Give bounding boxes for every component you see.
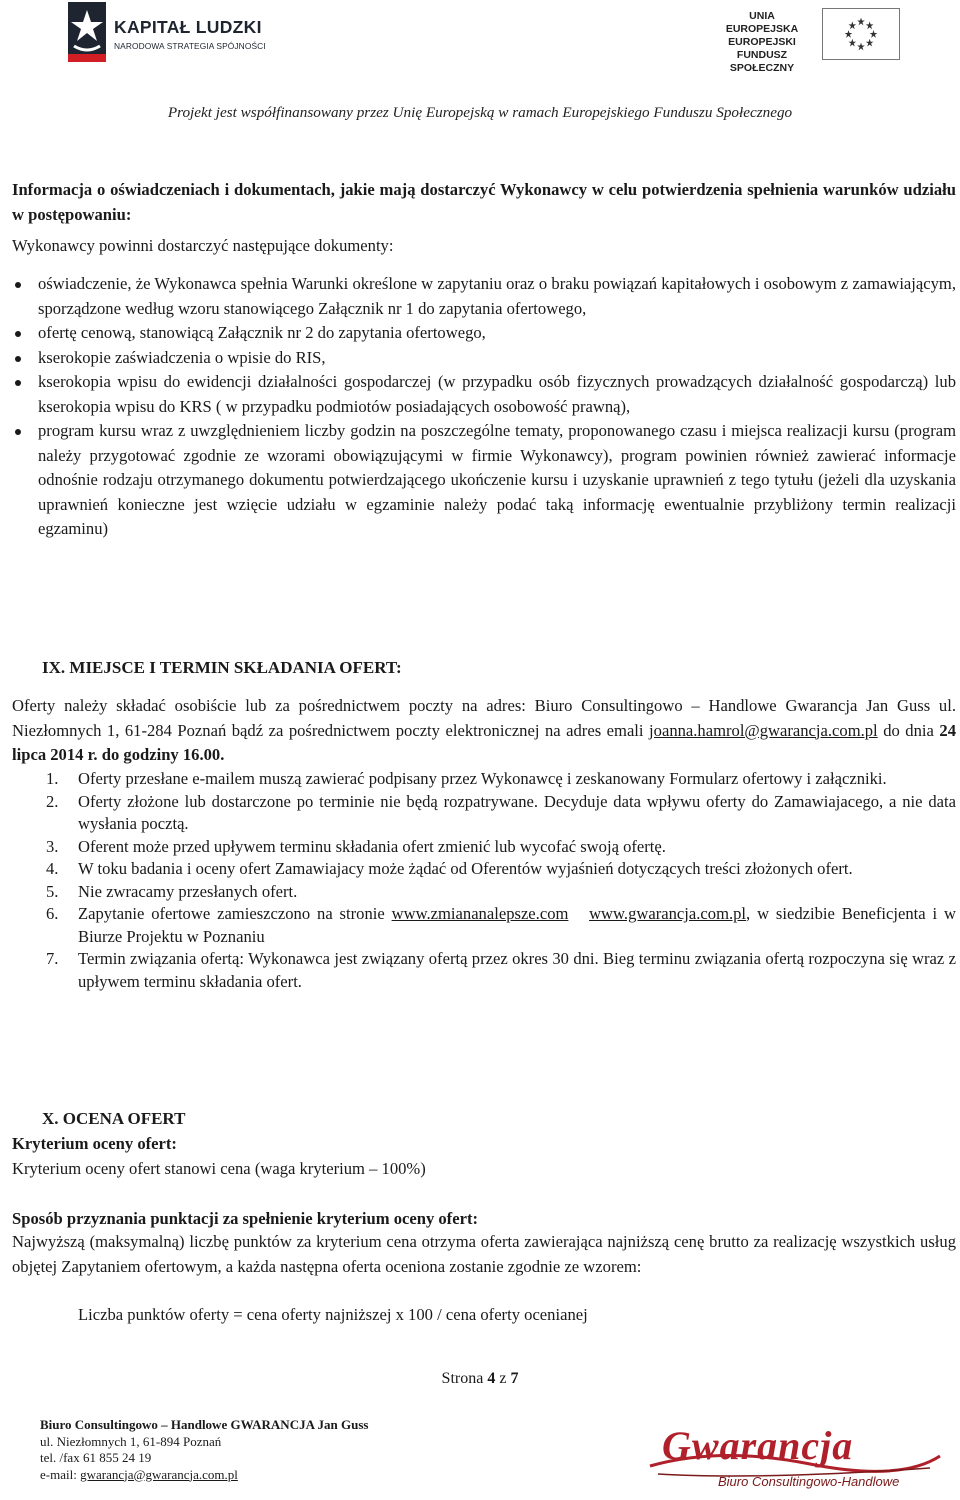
- list-item-text: Termin związania ofertą: Wykonawca jest związany ofertą przez okres 30 dni. Bieg terminu związania ofertą rozpoczyna się wraz z upływem terminu składania ofert.: [78, 949, 956, 991]
- gwarancja-logo-subtitle: Biuro Consultingowo-Handlowe: [718, 1474, 900, 1489]
- cofinancing-note: Projekt jest współfinansowany przez Unię Europejską w ramach Europejskiego Funduszu Społecznego: [167, 104, 793, 121]
- list-item-number: 1.: [46, 769, 59, 788]
- page-prefix: Strona: [441, 1370, 484, 1387]
- documents-bullet-list: [12, 272, 956, 542]
- footer-company: Biuro Consultingowo – Handlowe GWARANCJA Jan Guss: [40, 1417, 369, 1432]
- gwarancja-logo: [640, 1416, 950, 1498]
- list-item: kserokopia wpisu do ewidencji działalności gospodarczej (w przypadku osób fizycznych prowadzących działalność gospodarczą) lub kserokopia wpisu do KRS ( w przypadku podmiotów posiadających osobowość prawną),: [12, 370, 956, 419]
- list-item: [36, 836, 956, 859]
- submission-deadline: 24 lipca 2014 r. do godziny 16.00.: [12, 720, 956, 764]
- kapital-ludzki-star-icon: [68, 2, 106, 62]
- list-item-text: Nie zwracamy przesłanych ofert.: [78, 881, 298, 901]
- eu-logo-text: [712, 10, 812, 75]
- list-item-text: Oferty przesłane e-mailem muszą zawierać podpisany przez Wykonawcę i zeskanowany Formularz ofertowy i załączniki.: [78, 769, 887, 788]
- eu-logo-line1: UNIA EUROPEJSKA: [725, 10, 799, 35]
- scoring-text: Najwyższą (maksymalną) liczbę punktów za kryterium cena otrzyma oferta zawierająca najniższą cenę brutto za realizację wszystkich usług objętej Zapytaniem ofertowym, a każda następna oferta oceniona zostanie zgodnie ze wzorem:: [12, 1232, 956, 1276]
- list-item: [36, 881, 956, 904]
- gwarancja-website-link[interactable]: www.gwarancja.com.pl: [589, 904, 747, 923]
- footer-contact: [40, 1417, 368, 1483]
- list-item-number: 6.: [46, 904, 59, 923]
- kapital-ludzki-logo: [68, 0, 268, 72]
- list-item: [36, 791, 956, 836]
- section-ix-text-start: Oferty należy składać osobiście lub za pośrednictwem poczty na adres: Biuro Consultingowo – Handlowe Gwarancja Jan Guss ul. Niezłomnych 1, 61-284 Poznań bądź za pośrednictwem poczty elektronicznej na adres emali: [12, 696, 956, 740]
- footer-email-line: [40, 1467, 368, 1484]
- footer-email-label: e-mail:: [40, 1466, 77, 1482]
- footer-phone: tel. /fax 61 855 24 19: [40, 1450, 152, 1465]
- list-item: ofertę cenową, stanowiącą Załącznik nr 2 do zapytania ofertowego,: [12, 321, 956, 346]
- kapital-ludzki-subtitle: NARODOWA STRATEGIA SPÓJNOŚCI: [114, 41, 266, 51]
- zmiananalepsze-link[interactable]: www.zmiananalepsze.com: [391, 904, 569, 923]
- eu-flag-icon: [822, 8, 900, 60]
- documents-section-title: Informacja o oświadczeniach i dokumentach, jakie mają dostarczyć Wykonawcy w celu potwierdzenia spełnienia warunków udziału w postępowaniu:: [12, 180, 956, 224]
- list-item: program kursu wraz z uwzględnieniem liczby godzin na poszczególne tematy, proponowanego czasu i miejsca realizacji kursu (program należy przygotować zgodnie ze wzorami obowiązującymi w firmie Wykonawcy), program powinien również zawierać informacje odnośnie rodzaju otrzymanego dokumentu potwierdzającego ukończenie kursu i uzyskanie uprawnień z tego tytułu (jeżeli dla uzyskania uprawnień konieczne jest wzięcie udziału w egzaminie należy podać taką informację ewentualnie przybliżony termin realizacji egzaminu): [12, 419, 956, 542]
- footer-email-link[interactable]: gwarancja@gwarancja.com.pl: [80, 1466, 238, 1482]
- section-ix-title: IX. MIEJSCE I TERMIN SKŁADANIA OFERT:: [42, 658, 402, 677]
- eu-logo: [712, 8, 902, 74]
- kapital-ludzki-title: KAPITAŁ LUDZKI: [114, 17, 262, 37]
- list-item-text-end: , w siedzibie Beneficjenta i w Biurze Projektu w Poznaniu: [78, 904, 956, 946]
- page-total: 7: [510, 1370, 519, 1387]
- list-item-number: 7.: [46, 949, 59, 968]
- list-item-number: 3.: [46, 836, 59, 856]
- eu-logo-line2: EUROPEJSKI: [728, 36, 796, 48]
- list-item: [36, 903, 956, 948]
- list-item: [36, 858, 956, 881]
- documents-intro: Wykonawcy powinni dostarczyć następujące dokumenty:: [12, 236, 394, 255]
- page-separator: z: [499, 1370, 507, 1387]
- footer-address: ul. Niezłomnych 1, 61-894 Poznań: [40, 1433, 222, 1449]
- section-ix-numbered-list: [36, 768, 956, 993]
- section-x-title: X. OCENA OFERT: [42, 1109, 186, 1128]
- scoring-formula: Liczba punktów oferty = cena oferty najniższej x 100 / cena oferty ocenianej: [78, 1305, 588, 1324]
- contact-email-link[interactable]: joanna.hamrol@gwarancja.com.pl: [649, 720, 878, 740]
- list-item-text: Zapytanie ofertowe zamieszczono na stronie: [78, 904, 385, 923]
- criterion-text: Kryterium oceny ofert stanowi cena (waga kryterium – 100%): [12, 1159, 426, 1178]
- list-item-number: 2.: [46, 791, 59, 811]
- page-current: 4: [487, 1370, 496, 1387]
- section-ix-text-mid: do dnia: [883, 720, 934, 740]
- list-item-text: Oferent może przed upływem terminu składania ofert zmienić lub wycofać swoją ofertę.: [78, 836, 666, 856]
- list-item-text: Oferty złożone lub dostarczone po terminie nie będą rozpatrywane. Decyduje data wpływu oferty do Zamawiajacego, a nie data wysłania pocztą.: [78, 791, 956, 833]
- list-item: kserokopie zaświadczenia o wpisie do RIS,: [12, 346, 956, 371]
- list-item-number: 4.: [46, 859, 59, 878]
- section-ix-paragraph: [12, 694, 956, 768]
- gwarancja-logo-word: Gwarancja: [662, 1423, 854, 1468]
- page-number: [0, 1370, 960, 1388]
- criterion-heading: Kryterium oceny ofert:: [12, 1134, 177, 1153]
- scoring-heading: Sposób przyznania punktacji za spełnienie kryterium oceny ofert:: [12, 1209, 478, 1228]
- list-item: [36, 768, 956, 791]
- list-item-text: W toku badania i oceny ofert Zamawiajacy może żądać od Oferentów wyjaśnień dotyczących treści złożonych ofert.: [78, 859, 853, 878]
- list-item-number: 5.: [46, 881, 59, 901]
- page-header: [0, 0, 960, 121]
- list-item: oświadczenie, że Wykonawca spełnia Warunki określone w zapytaniu oraz o braku powiązań kapitałowych i osobowym z zamawiającym, sporządzone według wzoru stanowiącego Załącznik nr 1 do zapytania ofertowego,: [12, 272, 956, 321]
- eu-logo-line3: FUNDUSZ SPOŁECZNY: [729, 49, 795, 74]
- list-item: [36, 948, 956, 993]
